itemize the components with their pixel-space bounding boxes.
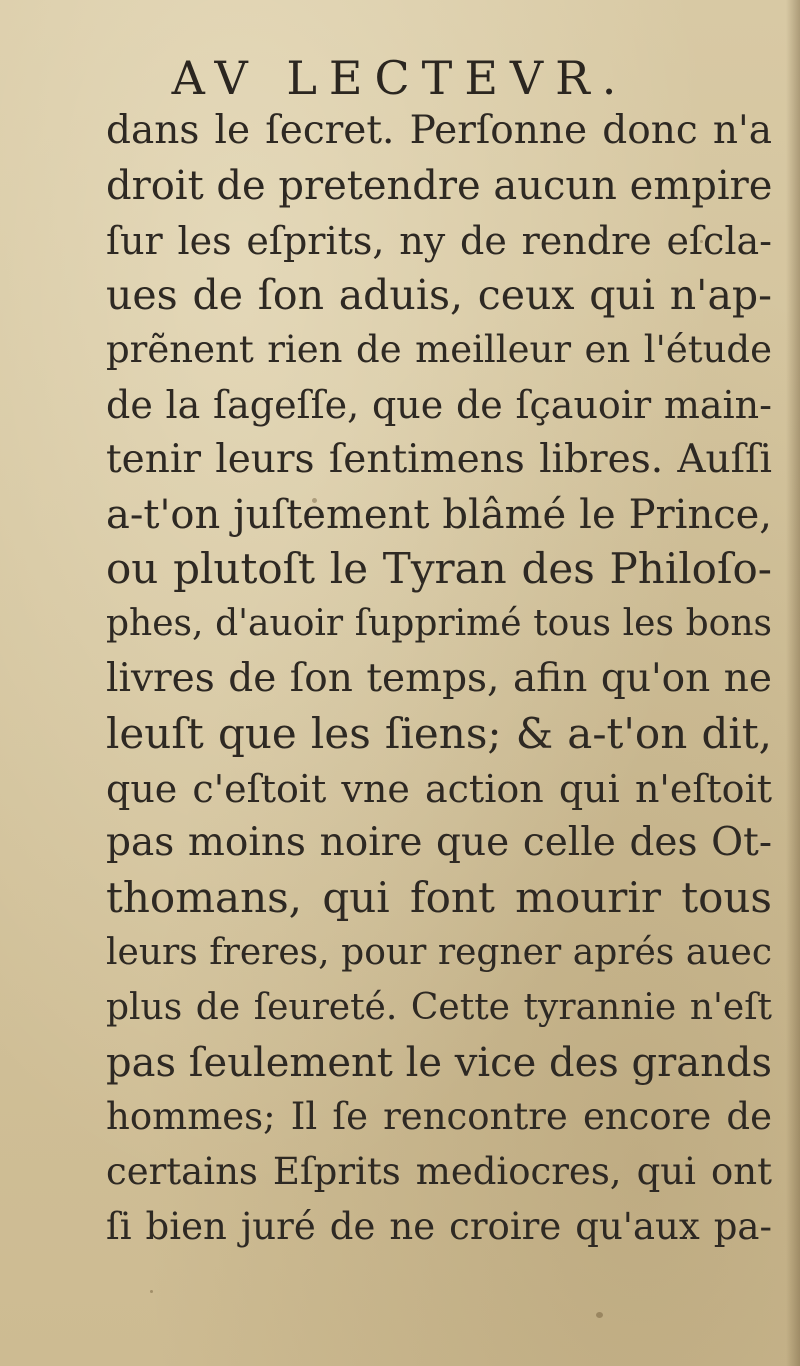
- text-line: que c'eſtoit vne action qui n'eſtoit: [106, 766, 772, 811]
- text-line: ſur les eſprits, ny de rendre eſcla-: [106, 218, 772, 263]
- text-line: hommes; Il ſe rencontre encore de: [106, 1095, 772, 1139]
- text-line: prẽnent rien de meilleur en l'étude: [106, 328, 772, 372]
- text-line: livres de ſon temps, afin qu'on ne: [106, 655, 772, 701]
- text-line: certains Eſprits mediocres, qui ont: [106, 1150, 772, 1194]
- text-line: thomans, qui font mourir tous: [106, 873, 772, 923]
- paper-speck: [150, 1290, 153, 1293]
- text-line: ſi bien juré de ne croire qu'aux pa-: [106, 1204, 772, 1248]
- text-line: phes, d'auoir ſupprimé tous les bons: [106, 603, 772, 645]
- text-line: leuſt que les ſiens; & a-t'on dit,: [106, 708, 772, 758]
- text-line: pas moins noire que celle des Ot-: [106, 820, 772, 866]
- text-line: leurs freres, pour regner aprés auec: [106, 931, 772, 973]
- paper-speck: [596, 1312, 603, 1318]
- body-text: [106, 104, 772, 1255]
- text-line: de la ſageſſe, que de ſçauoir main-: [106, 382, 772, 427]
- text-line: dans le ſecret. Perſonne donc n'a: [106, 108, 772, 153]
- text-line: tenir leurs ſentimens libres. Auſſi: [106, 436, 772, 482]
- running-head: AV LECTEVR.: [171, 51, 629, 105]
- text-line: droit de pretendre aucun empire: [106, 162, 773, 209]
- text-line: ou plutoſt le Tyran des Philoſo-: [106, 544, 772, 594]
- text-line: plus de ſeureté. Cette tyrannie n'eſt: [106, 986, 772, 1028]
- text-line: a-t'on juſtement blâmé le Prince,: [106, 491, 772, 538]
- text-line: ues de ſon aduis, ceux qui n'ap-: [106, 271, 772, 320]
- text-line: pas ſeulement le vice des grands: [106, 1039, 772, 1086]
- page-edge-shadow: [786, 0, 800, 1366]
